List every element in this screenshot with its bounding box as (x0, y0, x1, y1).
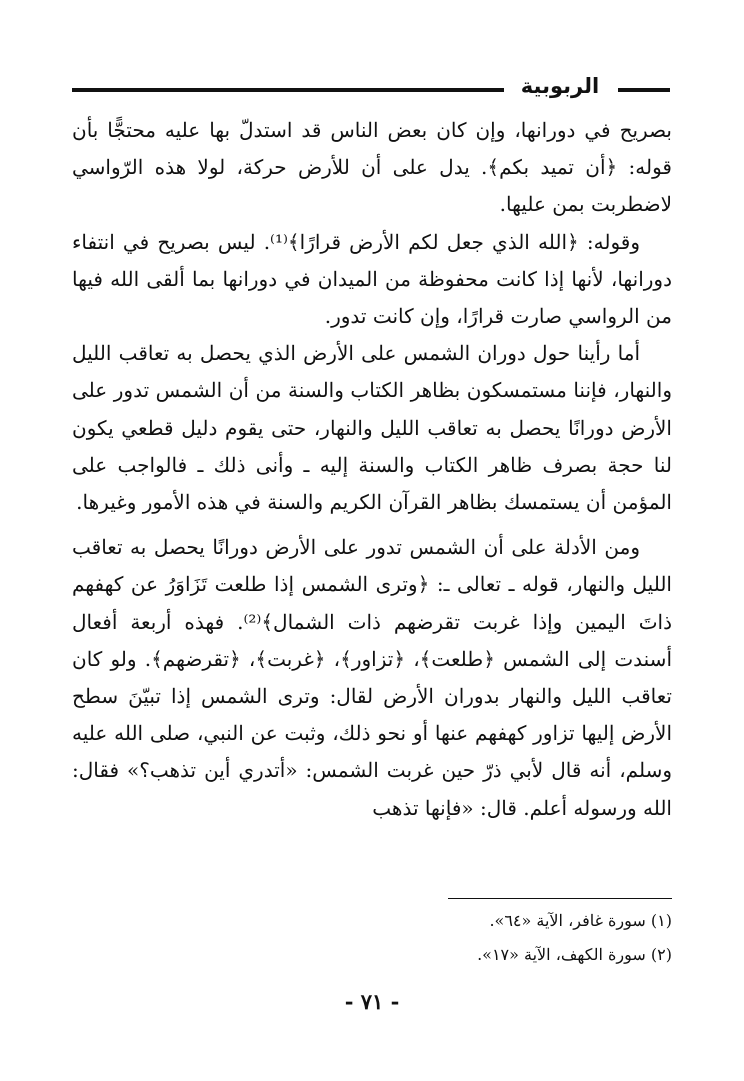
header-title: الربوبية (520, 74, 600, 98)
footnote-separator (448, 898, 672, 899)
page-number: - ٧١ - (344, 989, 400, 1014)
paragraph-3: أما رأينا حول دوران الشمس على الأرض الذي يحصل به تعاقب الليل والنهار، فإننا مستمسكون بظاهر الكتاب والسنة من أن الشمس تدور على الأرض دورانًا يحصل به تعاقب الليل والنهار، حتى يقوم دليل قطعي يكون لنا حجة بصرف ظاهر الكتاب والسنة إليه ـ وأنى ذلك ـ فالواجب على المؤمن أن يستمسك بظاهر القرآن الكريم والسنة في هذه الأمور وغيرها. (72, 341, 672, 515)
footnote-1: (١) سورة غافر، الآية «٦٤». (489, 911, 672, 930)
header-rule-right (618, 88, 670, 92)
footnotes (72, 904, 672, 972)
paragraph-2: وقوله: ﴿الله الذي جعل لكم الأرض قرارًا﴾⁽¹⁾. ليس بصريح في انتفاء دورانها، لأنها إذا كانت محفوظة من الميدان في دورانها بما ألقى الله فيها من الرواسي صارت قرارًا، وإن كانت تدور. (72, 229, 672, 329)
header-rule-left (72, 88, 504, 92)
paragraph-1: بصريح في دورانها، وإن كان بعض الناس قد استدلّ بها عليه محتجًّا بأن قوله: ﴿أن تميد بكم﴾. يدل على أن للأرض حركة، لولا هذه الرّواسي لاضطربت بمن عليها. (72, 118, 672, 217)
paragraph-4: ومن الأدلة على أن الشمس تدور على الأرض دورانًا يحصل به تعاقب الليل والنهار، قوله ـ تعالى ـ: ﴿وترى الشمس إذا طلعت تَزَاوَرُ عن كهفهم ذاتَ اليمين وإذا غربت تقرضهم ذات الشمال﴾⁽²⁾. فهذه أربعة أفعال أسندت إلى الشمس ﴿طلعت﴾، ﴿تزاور﴾، ﴿غربت﴾، ﴿تقرضهم﴾. ولو كان تعاقب الليل والنهار بدوران الأرض لقال: وترى الشمس إذا تبيّنَ سطح الأرض إليها تزاور كهفهم عنها أو نحو ذلك، وثبت عن النبي، صلى الله عليه وسلم، أنه قال لأبي ذرّ حين غربت الشمس: «أتدري أين تذهب؟» فقال: الله ورسوله أعلم. قال: «فإنها تذهب (72, 535, 673, 820)
footnote-2: (٢) سورة الكهف، الآية «١٧». (477, 945, 672, 964)
running-header (72, 68, 670, 104)
body-text (72, 112, 672, 827)
